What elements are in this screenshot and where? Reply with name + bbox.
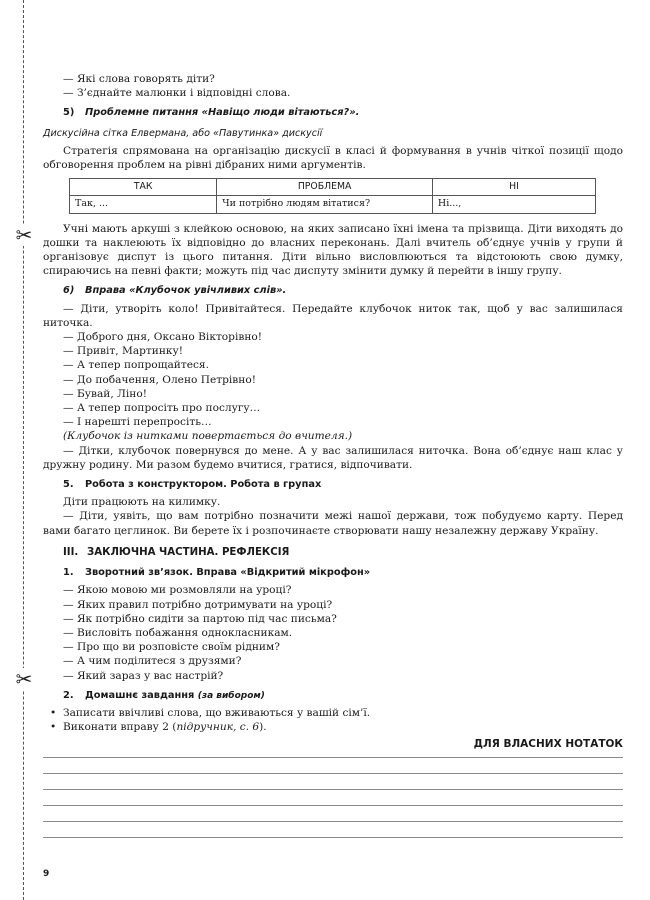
dialog-line: — А тепер попросіть про послугу… [63,402,261,415]
note-line [43,821,623,822]
table-header-yes: ТАК [70,179,217,196]
question-line: — А чим поділитеся з друзями? [63,655,242,668]
dialog-line: — Бувай, Ліно! [63,387,147,400]
table-cell-no: Ні..., [432,196,595,213]
dialog-line: — А тепер попрощайтеся. [63,359,209,372]
note-line [43,837,623,838]
constructor-line: Діти працюють на килимку. [63,496,221,509]
question-line: — Яких правил потрібно дотримувати на уроці? [63,598,333,611]
table-header-no: НІ [432,179,595,196]
question-line: — Якою мовою ми розмовляли на уроці? [63,584,292,597]
dialog-line: — Привіт, Мартинку! [63,345,184,358]
page-content [43,72,623,734]
question-line: — Про що ви розповісте своїм рідним? [63,641,280,654]
part-3-heading: III. ЗАКЛЮЧНА ЧАСТИНА. РЕФЛЕКСІЯ [63,546,290,558]
dialog-line: — І нарешті перепросіть… [63,416,212,429]
list-item: • Записати ввічливі слова, що вживаються у вашій сім’ї. [43,706,623,720]
note-line [43,757,623,758]
page-number: 9 [43,869,50,879]
dialog-line: — Доброго дня, Оксано Вікторівно! [63,331,263,344]
feedback-heading: 1. Зворотний зв’язок. Вправа «Відкритий мікрофон» [63,567,371,579]
homework-note: (за вибором) [197,690,265,701]
notes-title: ДЛЯ ВЛАСНИХ НОТАТОК [473,738,623,750]
note-line [43,805,623,806]
section-6-heading: 6) Вправа «Клубочок увічливих слів». [63,285,287,297]
dialog-line: — З’єднайте малюнки і відповідні слова. [63,87,291,100]
section-5-heading: 5) Проблемне питання «Навіщо люди вітаються?». [63,107,360,119]
paragraph-after-table: Учні мають аркуші з клейкою основою, на яких записано їхні імена та прізвища. Діти виходять до дошки та наклеюють їх відповідно до власних переконань. Далі вчитель об’єднує учнів у групи й організовує диспут із цього питання. Діти вільно висловлюються та відстоюють свою думку, спираючись на певні факти; можуть під час диспуту змінити думку й перейти в іншу групу. [43,222,623,278]
stage-remark: (Клубочок із нитками повертається до вчителя.) [63,430,353,443]
question-line: — Як потрібно сидіти за партою під час письма? [63,612,337,625]
question-line: — Висловіть побажання однокласникам. [63,626,293,639]
scissors-icon: ✂ [13,668,35,690]
discussion-text: Стратегія спрямована на організацію дискусії в класі й формування в учнів чіткої позиції щодо обговорення проблем на рівні дібраних ними аргументів. [43,144,623,172]
table-header-problem: ПРОБЛЕМА [217,179,433,196]
note-line [43,773,623,774]
exercise-intro: — Діти, утворіть коло! Привітайтеся. Передайте клубочок ниток так, щоб у вас залишилася ниточка. [43,302,623,329]
question-line: — Який зараз у вас настрій? [63,669,224,682]
cut-line [23,0,24,900]
discussion-subtitle: Дискусійна сітка Елвермана, або «Павутинка» дискусії [43,127,323,139]
section-constructor-heading: 5. Робота з конструктором. Робота в групах [63,479,322,491]
dialog-line: — До побачення, Олено Петрівно! [63,373,256,386]
note-line [43,789,623,790]
table-cell-problem: Чи потрібно людям вітатися? [217,196,433,213]
table-cell-yes: Так, ... [70,196,217,213]
list-item: • Виконати вправу 2 (підручник, с. 6). [43,720,623,734]
homework-heading: 2. Домашнє завдання (за вибором) [63,689,265,701]
discussion-table [69,178,596,213]
dialog-line: — Які слова говорять діти? [63,73,215,85]
constructor-text: — Діти, уявіть, що вам потрібно позначити межі нашої держави, тож побудуємо карту. Перед вами багато цеглинок. Ви берете їх і розпочинаєте створювати нашу незалежну державу Україну. [43,510,623,537]
exercise-closing: — Дітки, клубочок повернувся до мене. А у вас залишилася ниточка. Вона об’єднує наш клас у дружну родину. Ми разом будемо вчитися, гратися, відпочивати. [43,444,623,471]
scissors-icon: ✂ [13,224,35,246]
homework-list [43,706,623,734]
